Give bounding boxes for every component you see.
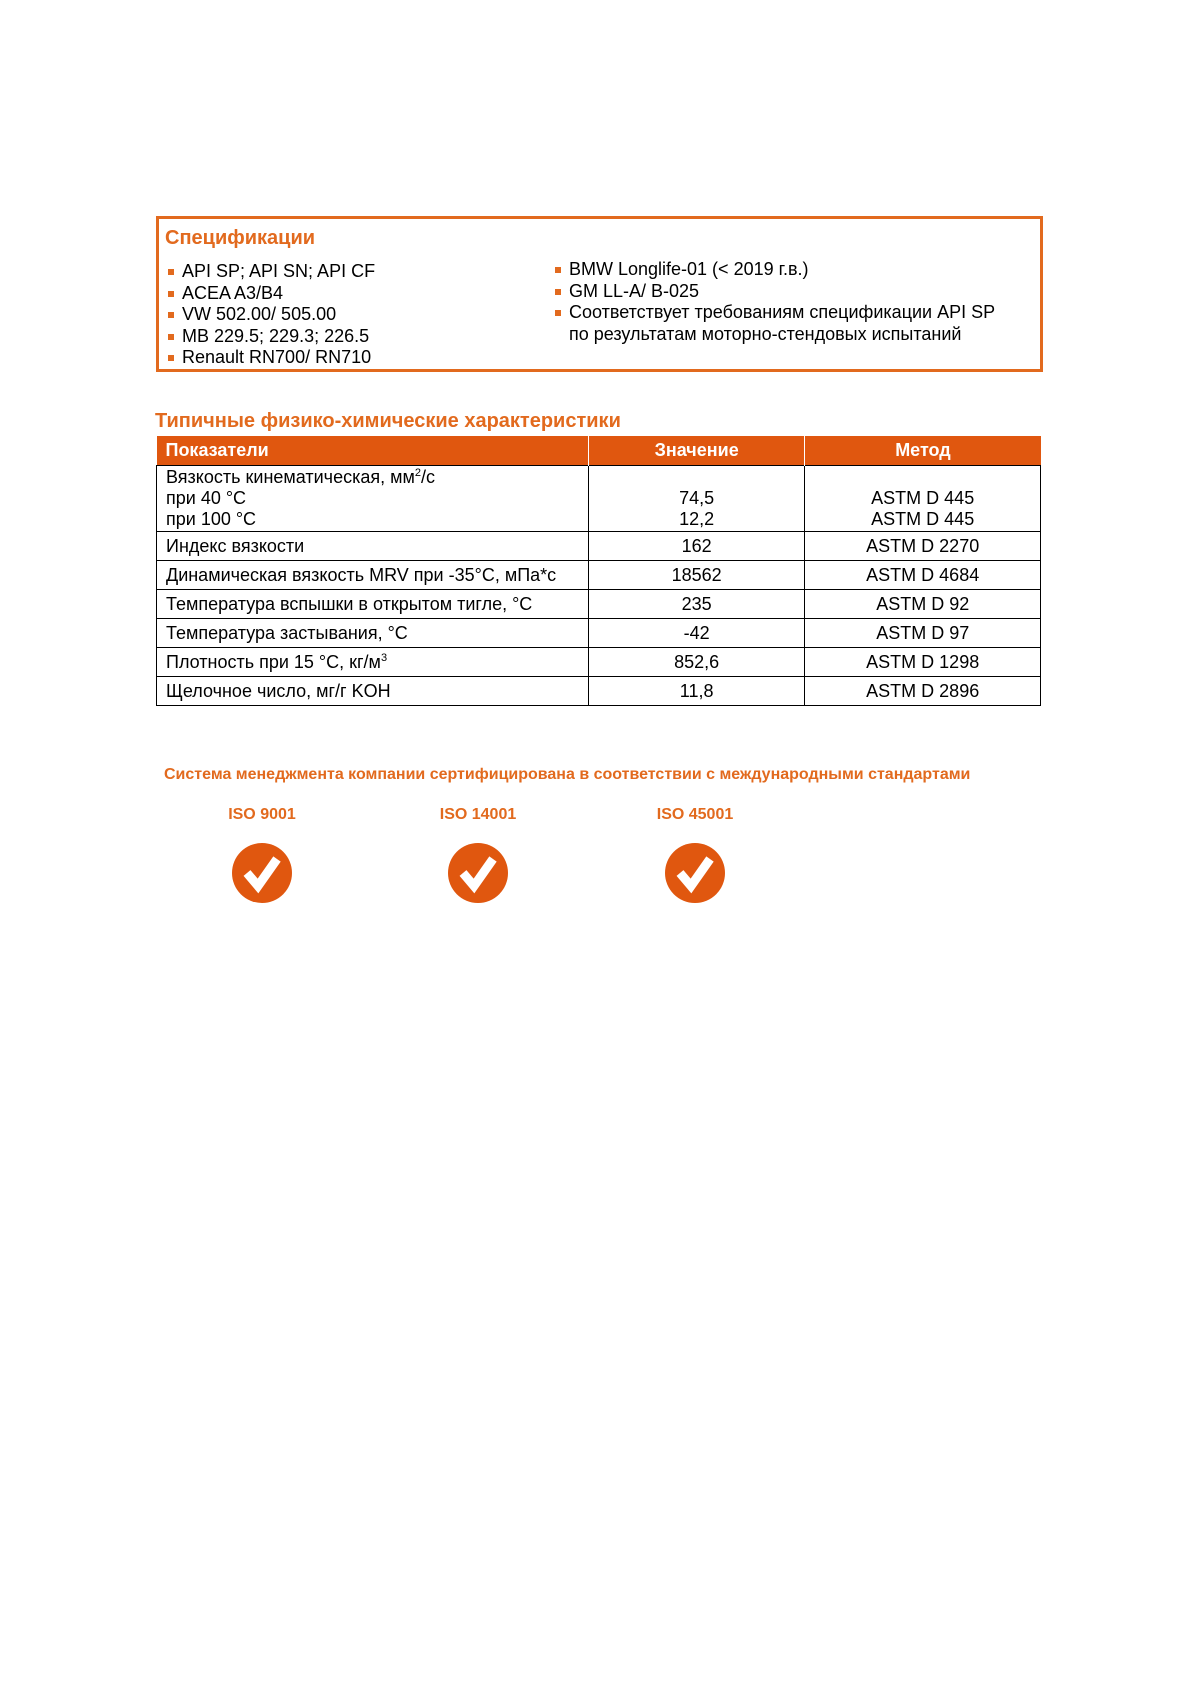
table-row	[157, 677, 1041, 706]
method-cell: ASTM D 2896	[805, 677, 1041, 706]
check-circle-icon	[447, 842, 509, 904]
bullet-icon	[168, 355, 174, 361]
table-header-row	[157, 436, 1041, 466]
table-row	[157, 532, 1041, 561]
certificate-label: ISO 45001	[656, 806, 734, 823]
spec-item: GM LL-A/ B-025	[554, 281, 995, 303]
specifications-list-right	[554, 259, 995, 345]
value-cell: 162	[588, 532, 805, 561]
table-row	[157, 466, 1041, 532]
value-cell: 852,6	[588, 648, 805, 677]
column-header-property: Показатели	[157, 436, 589, 466]
table-row	[157, 561, 1041, 590]
bullet-icon	[555, 289, 561, 295]
property-cell: Плотность при 15 °С, $кг/м^3$	[157, 648, 589, 677]
value-cell: 18562	[588, 561, 805, 590]
bullet-icon	[555, 267, 561, 273]
specifications-title: Спецификации	[165, 227, 316, 249]
property-cell: Температура вспышки в открытом тигле, °С	[157, 590, 589, 619]
certificate-iso-9001	[202, 806, 322, 904]
property-cell: Вязкость кинематическая, $мм^2/с$ при 40 °С при 100 °С	[157, 466, 589, 532]
properties-title: Типичные физико-химические характеристики	[155, 410, 621, 432]
check-circle-icon	[231, 842, 293, 904]
value-cell: -42	[588, 619, 805, 648]
certificate-label: ISO 9001	[228, 806, 296, 823]
method-cell: ASTM D 97	[805, 619, 1041, 648]
property-cell: Динамическая вязкость MRV при -35°С, мПа*с	[157, 561, 589, 590]
certification-title: Система менеджмента компании сертифицирована в соответствии с международными стандартами	[164, 766, 971, 783]
property-cell: Температура застывания, °С	[157, 619, 589, 648]
specifications-box	[156, 216, 1043, 372]
check-circle-icon	[664, 842, 726, 904]
bullet-icon	[168, 291, 174, 297]
spec-item-continuation: по результатам моторно-стендовых испытаний	[569, 323, 962, 344]
method-cell: ASTM D 1298	[805, 648, 1041, 677]
column-header-value: Значение	[588, 436, 805, 466]
value-cell: 235	[588, 590, 805, 619]
property-cell: Щелочное число, мг/г KOH	[157, 677, 589, 706]
spec-item: ACEA A3/B4	[167, 283, 375, 305]
specifications-list-left	[167, 261, 375, 369]
certificate-iso-45001	[635, 806, 755, 904]
method-cell: ASTM D 2270	[805, 532, 1041, 561]
method-cell: ASTM D 445 ASTM D 445	[805, 466, 1041, 532]
spec-item: Соответствует требованиям спецификации API SP	[554, 302, 995, 324]
spec-item: Renault RN700/ RN710	[167, 347, 375, 369]
bullet-icon	[168, 269, 174, 275]
spec-item: VW 502.00/ 505.00	[167, 304, 375, 326]
bullet-icon	[555, 310, 561, 316]
spec-item: MB 229.5; 229.3; 226.5	[167, 326, 375, 348]
column-header-method: Метод	[805, 436, 1041, 466]
bullet-icon	[168, 334, 174, 340]
bullet-icon	[168, 312, 174, 318]
table-row	[157, 590, 1041, 619]
certificate-label: ISO 14001	[439, 806, 517, 823]
properties-table	[156, 436, 1041, 706]
value-cell: 74,5 12,2	[588, 466, 805, 532]
value-cell: 11,8	[588, 677, 805, 706]
method-cell: ASTM D 4684	[805, 561, 1041, 590]
certificate-iso-14001	[418, 806, 538, 904]
table-row	[157, 648, 1041, 677]
property-cell: Индекс вязкости	[157, 532, 589, 561]
table-row	[157, 619, 1041, 648]
spec-item: BMW Longlife-01 (< 2019 г.в.)	[554, 259, 995, 281]
spec-item: API SP; API SN; API CF	[167, 261, 375, 283]
method-cell: ASTM D 92	[805, 590, 1041, 619]
